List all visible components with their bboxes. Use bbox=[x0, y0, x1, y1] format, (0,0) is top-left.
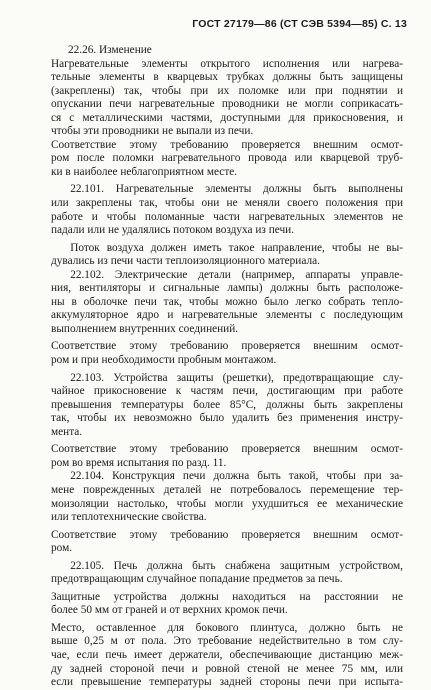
text-line: предотвращающим случайное попадание предметов за печь. bbox=[51, 573, 343, 586]
text-line: ся с металлическими частями, доступными для прикосновения, и bbox=[51, 111, 403, 124]
text-line: 22.105. Печь должна быть снабжена защитным устройством, bbox=[70, 559, 403, 572]
text-line: ром и при необходимости пробным монтажом. bbox=[51, 354, 277, 367]
text-line: Соответствие этому требованию проверяется внешним осмот- bbox=[51, 340, 403, 353]
text-line: Поток воздуха должен иметь такое направление, чтобы не вы- bbox=[70, 241, 403, 254]
text-line: ром после поломки нагревательного провода или кварцевой труб- bbox=[51, 152, 403, 165]
text-line: ния, вентиляторы и сигнальные лампы) должны быть расположе- bbox=[51, 282, 403, 295]
text-line: 22.26. Изменение bbox=[51, 44, 152, 56]
text-line: или закреплены так, чтобы они не меняли своего положения при bbox=[51, 197, 403, 210]
text-line: Место, оставленное для бокового плинтуса, должно быть не bbox=[51, 621, 403, 634]
text-line: работе и чтобы поломанные части нагревательных элементов не bbox=[51, 210, 403, 223]
text-line: или теплотехнические свойства. bbox=[51, 511, 207, 524]
text-line: ду задней стороной печи и ровной стеной не менее 75 мм, или bbox=[51, 662, 403, 675]
text-line: ром во время испытания по разд. 11. bbox=[51, 456, 227, 469]
text-line: если превышение температуры задней стороны печи при испыта- bbox=[51, 676, 403, 689]
text-line: падали или не удалялись потоком воздуха из печи. bbox=[51, 224, 295, 237]
text-line: Защитные устройства должны находиться на расстоянии не bbox=[51, 590, 403, 603]
text-line: ны в оболочке печи так, чтобы можно было легко собрать тепло- bbox=[51, 295, 403, 308]
text-line: опускании печи нагревательные проводники не могли соприкасать- bbox=[51, 98, 403, 111]
text-line: более 50 мм от граней и от верхних кромок печи. bbox=[51, 604, 288, 617]
page-header: ГОСТ 27179—86 (СТ СЭВ 5394—85) С. 13 bbox=[192, 18, 407, 30]
text-line: так, чтобы их невозможно было удалить без применения инстру- bbox=[51, 412, 403, 425]
text-line: дувались из печи части теплоизоляционного материала. bbox=[51, 255, 320, 268]
text-line: чае, если печь имеет держатели, обеспечивающие дистанцию меж- bbox=[51, 648, 403, 661]
text-line: 22.104. Конструкция печи должна быть такой, чтобы при за- bbox=[70, 470, 403, 483]
text-line: Нагревательные элементы открытого исполнения или нагрева- bbox=[51, 57, 403, 70]
text-line: ром. bbox=[51, 542, 73, 555]
text-line: тельные элементы в кварцевых трубках должны быть защищены bbox=[51, 71, 403, 84]
text-line: мене поврежденных деталей не потребовалось перемещение тер- bbox=[51, 483, 403, 496]
text-line: Соответствие этому требованию проверяется внешним осмот- bbox=[51, 528, 403, 541]
text-line: мента. bbox=[51, 425, 83, 438]
text-line: (закреплены) так, чтобы при их поломке или при поднятии и bbox=[51, 84, 403, 97]
text-line: аккумуляторное ядро и нагревательные элементы с последующим bbox=[51, 309, 403, 322]
text-line: превышения температуры более 85°С, должны быть закреплены bbox=[51, 398, 403, 411]
text-line: ки в наиболее неблагоприятном месте. bbox=[51, 165, 238, 178]
text-line: 22.102. Электрические детали (например, аппараты управле- bbox=[70, 268, 403, 281]
text-line: моизоляции настолько, чтобы могли ухудшиться ее механические bbox=[51, 497, 403, 510]
text-line: чайное прикосновение к частям печи, достигающим при работе bbox=[51, 385, 403, 398]
text-line: выполнением внутренних соединений. bbox=[51, 322, 239, 335]
text-line: Соответствие этому требованию проверяется внешним осмот- bbox=[51, 138, 403, 151]
text-line: 22.103. Устройства защиты (решетки), предотвращающие слу- bbox=[70, 371, 403, 384]
text-line: Соответствие этому требованию проверяется внешним осмот- bbox=[51, 443, 403, 456]
text-line: 22.101. Нагревательные элементы должны быть выполнены bbox=[70, 183, 403, 196]
text-line: чтобы эти проводники не выпали из печи. bbox=[51, 125, 254, 138]
text-line: выше 0,25 м от пола. Это требование недействительно в том слу- bbox=[51, 635, 403, 648]
document-body bbox=[51, 44, 403, 690]
